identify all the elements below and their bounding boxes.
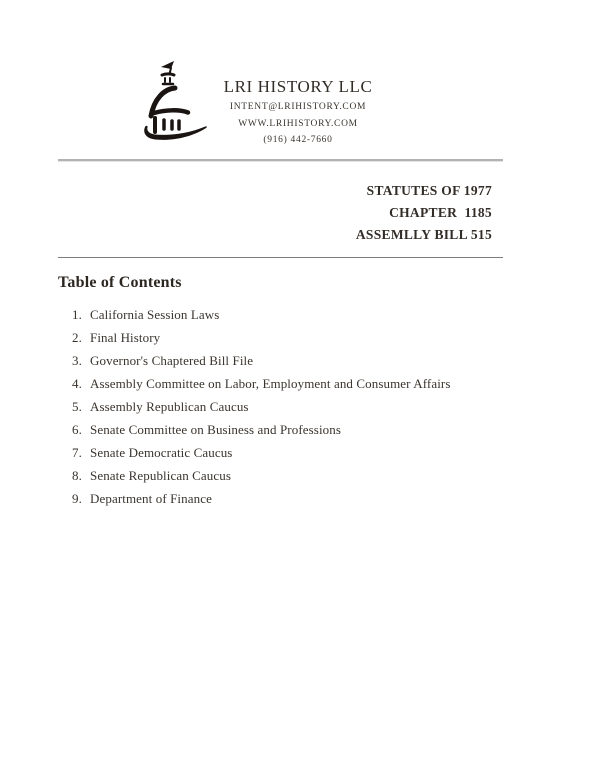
toc-item-label: Assembly Committee on Labor, Employment and Consumer Affairs	[90, 376, 451, 391]
toc-item	[70, 445, 550, 468]
toc-list	[70, 307, 550, 514]
statute-reference-block	[356, 180, 492, 246]
toc-item	[70, 422, 550, 445]
toc-item-number: 4.	[72, 376, 82, 391]
toc-item-number: 7.	[72, 445, 82, 460]
toc-item-number: 2.	[72, 330, 82, 345]
letterhead	[178, 78, 418, 149]
toc-item	[70, 307, 550, 330]
toc-item-label: Senate Democratic Caucus	[90, 445, 233, 460]
toc-item	[70, 376, 550, 399]
divider-top	[58, 159, 503, 162]
toc-item-label: Senate Republican Caucus	[90, 468, 232, 483]
toc-item-number: 5.	[72, 399, 82, 414]
toc-item-label: California Session Laws	[90, 307, 220, 322]
toc-item-label: Governor's Chaptered Bill File	[90, 353, 254, 368]
toc-item-label: Senate Committee on Business and Professions	[90, 422, 342, 437]
toc-title: Table of Contents	[58, 274, 182, 291]
assembly-bill-line: ASSEMLLY BILL 515	[355, 227, 492, 242]
toc-item-number: 6.	[72, 422, 82, 437]
toc-item-number: 8.	[72, 468, 82, 483]
toc-item-label: Final History	[90, 330, 161, 345]
toc-item	[70, 353, 550, 376]
toc-item	[70, 330, 550, 353]
contact-email: INTENT@LRIHISTORY.COM	[229, 102, 367, 112]
contact-phone: (916) 442-7660	[263, 135, 333, 145]
toc-item	[70, 468, 550, 491]
toc-item-number: 1.	[72, 307, 82, 322]
contact-website: WWW.LRIHISTORY.COM	[238, 118, 358, 129]
toc-item	[70, 399, 550, 422]
divider-middle	[58, 257, 503, 258]
contact-block	[178, 99, 418, 149]
statutes-year-line: STATUTES OF 1977	[366, 183, 492, 198]
toc-item-label: Assembly Republican Caucus	[90, 399, 249, 414]
toc-item	[70, 491, 550, 514]
toc-item-number: 9.	[72, 491, 82, 506]
toc-item-number: 3.	[72, 353, 82, 368]
toc-item-label: Department of Finance	[90, 491, 212, 506]
company-name: LRI HISTORY LLC	[223, 77, 373, 96]
chapter-line: CHAPTER 1185	[389, 205, 492, 220]
